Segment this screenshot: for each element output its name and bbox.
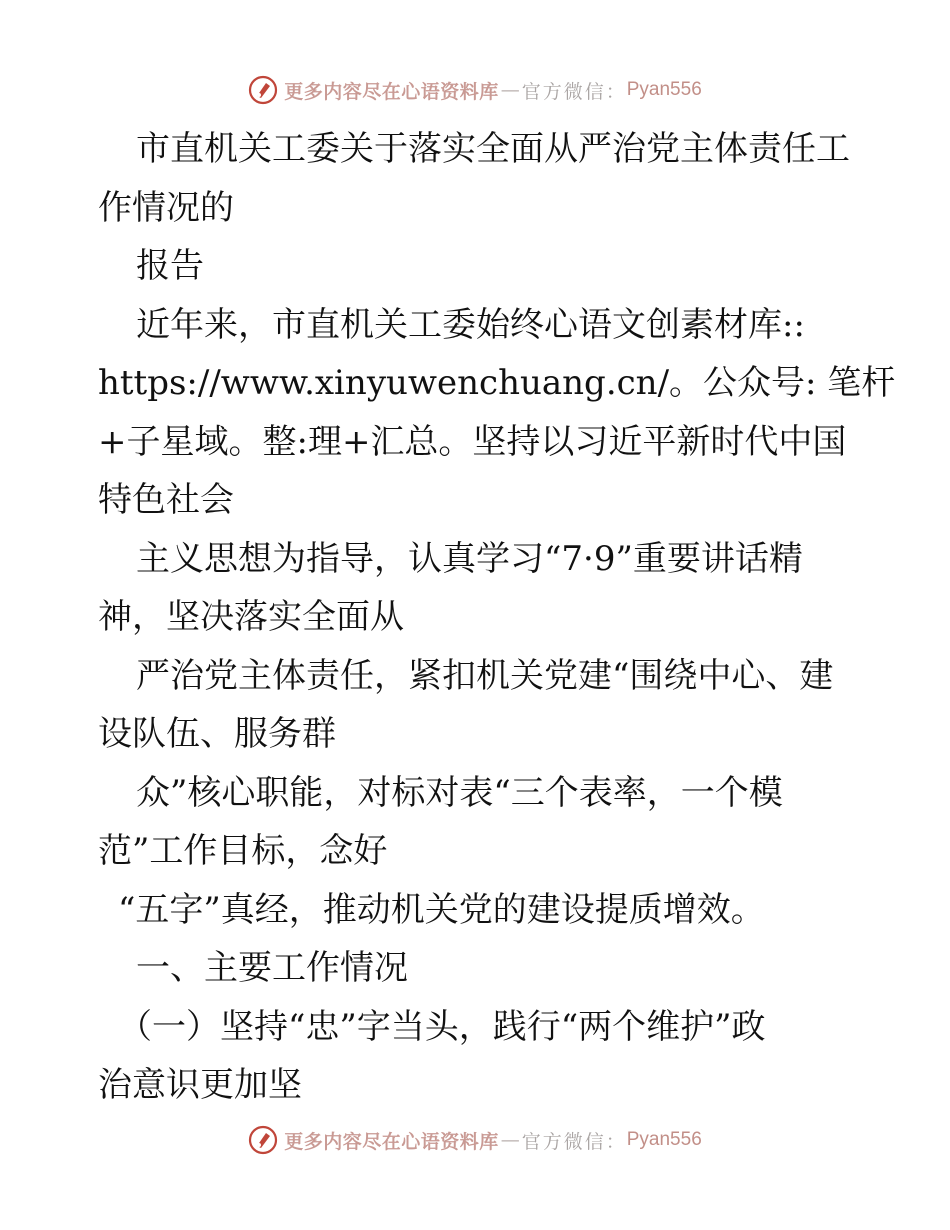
paragraph-line: “五字”真经，推动机关党的建设提质增效。 [118, 889, 765, 930]
paragraph-line: 特色社会 [98, 480, 234, 520]
subsection-heading-cont: 治意识更加坚 [98, 1065, 302, 1105]
pen-nib-icon [248, 75, 278, 105]
document-body [98, 120, 896, 1115]
footer-watermark [0, 1120, 950, 1160]
paragraph-line: 近年来，市直机关工委始终心语文创素材库:: [136, 304, 805, 345]
subsection-heading: （一）坚持“忠”字当头，践行“两个维护”政 [118, 1006, 766, 1047]
paragraph-line: +子星域。整:理+汇总。坚持以习近平新时代中国 [98, 421, 847, 462]
title-line-2: 作情况的 [98, 187, 234, 228]
watermark-separator: — [500, 1129, 520, 1151]
pen-nib-icon [248, 1125, 278, 1155]
paragraph-line: 主义思想为指导，认真学习“7·9”重要讲话精 [136, 538, 803, 579]
section-heading: 一、主要工作情况 [136, 948, 408, 988]
watermark-wechat-id: Pyan556 [626, 1129, 702, 1150]
paragraph-line: https://www.xinyuwenchuang.cn/。公众号: 笔杆 [98, 363, 896, 403]
watermark-text: 更多内容尽在心语资料库 [284, 1130, 499, 1153]
title-line-1: 市直机关工委关于落实全面从严治党主体责任工 [136, 129, 850, 169]
watermark-official-label: 官方微信： [521, 80, 627, 103]
paragraph-line: 设队伍、服务群 [98, 714, 336, 754]
paragraph-line: 神，坚决落实全面从 [98, 597, 404, 637]
paragraph-line: 范”工作目标，念好 [98, 831, 388, 871]
header-watermark [0, 70, 950, 110]
watermark-text: 更多内容尽在心语资料库 [284, 80, 499, 103]
watermark-wechat-id: Pyan556 [626, 79, 702, 100]
paragraph-line: 严治党主体责任，紧扣机关党建“围绕中心、建 [136, 655, 834, 696]
paragraph-line: 众”核心职能，对标对表“三个表率，一个模 [136, 772, 783, 813]
watermark-official-label: 官方微信： [521, 1130, 627, 1153]
title-line-3: 报告 [136, 246, 204, 286]
watermark-separator: — [500, 79, 520, 101]
